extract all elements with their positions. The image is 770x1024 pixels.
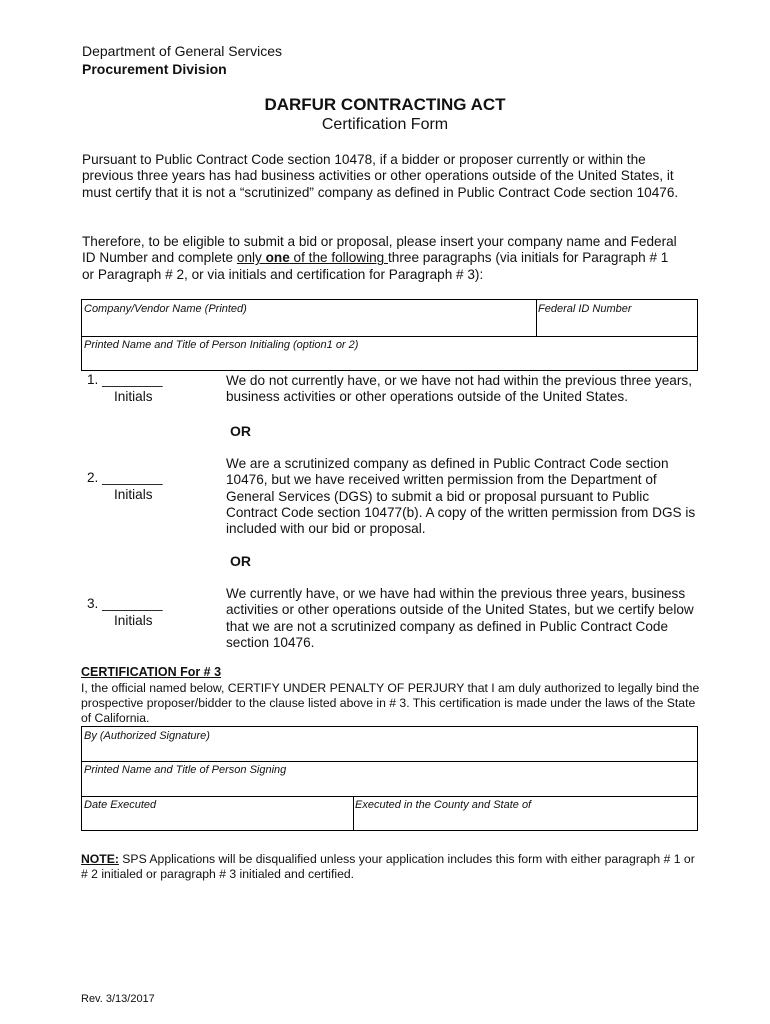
instructions-paragraph [82,234,682,283]
option-3-initials-label: Initials [114,613,153,628]
option-1-initials-line[interactable]: 1. ________ [87,372,163,387]
company-info-table [81,299,698,371]
instructions-one: one [265,250,290,266]
federal-id-field[interactable] [536,300,697,336]
instructions-text-before: Therefore, to be eligible to submit a bid or proposal, please insert your company name and Federal ID Number and complete [82,234,677,266]
date-executed-label: Date Executed [84,799,157,811]
or-separator-1: OR [230,423,251,439]
form-title: DARFUR CONTRACTING ACT [264,95,506,114]
instructions-only [237,250,388,265]
date-executed-field[interactable] [82,796,353,830]
option-2-text: We are a scrutinized company as defined in Public Contract Code section 10476, but we have received written permission from the Department of General Services (DGS) to submit a bid or proposal pursuant to Public Contract Code section 10477(b). A copy of the written permission from DGS is included with our bid or proposal. [226,456,696,537]
printed-name-signing-label: Printed Name and Title of Person Signing [84,764,287,776]
printed-name-signing-field[interactable] [82,761,697,796]
option-1-initials-label: Initials [114,389,153,404]
county-state-field[interactable] [353,796,697,830]
option-2-initials-line[interactable]: 2. ________ [87,470,163,485]
instructions-text-after: three paragraphs (via initials for Paragraph # 1 or Paragraph # 2, or via initials and certification for Paragraph # 3): [82,250,669,282]
certification-text: I, the official named below, CERTIFY UNDER PENALTY OF PERJURY that I am duly authorized to legally bind the prospective proposer/bidder to the clause listed above in # 3. This certification is made under the laws of the State of California. [81,681,700,725]
authorized-signature-field[interactable] [82,727,697,761]
note-paragraph [81,852,701,882]
form-subtitle: Certification Form [321,116,449,133]
federal-id-label: Federal ID Number [538,303,632,315]
company-name-label: Company/Vendor Name (Printed) [84,303,247,315]
option-1-text: We do not currently have, or we have not had within the previous three years, business activities or other operations outside of the United States. [226,373,692,405]
option-2-initials-label: Initials [114,487,153,502]
intro-paragraph: Pursuant to Public Contract Code section 10478, if a bidder or proposer currently or within the previous three years has had business activities or other operations outside of the United States, it must certify that it is not a “scrutinized” company as defined in Public Contract Code section 10476. [82,152,679,200]
certification-table [81,726,698,831]
note-text: SPS Applications will be disqualified unless your application includes this form with either paragraph # 1 or # 2 initialed or paragraph # 3 initialed and certified. [81,852,695,881]
or-separator-2: OR [230,553,251,569]
option-3-initials-line[interactable]: 3. ________ [87,596,163,611]
option-3-text: We currently have, or we have had within the previous three years, business activities or other operations outside of the United States, but we certify below that we are not a scrutinized company as defined in Public Contract Code section 10476. [226,586,694,650]
instructions-only-text: only [236,250,266,266]
company-name-field[interactable] [82,300,536,336]
printed-name-initialing-field[interactable] [82,336,697,370]
division-name: Procurement Division [82,61,227,77]
county-state-label: Executed in the County and State of [355,799,532,811]
certification-heading: CERTIFICATION For # 3 [81,665,222,679]
department-name: Department of General Services [82,43,282,59]
authorized-signature-label: By (Authorized Signature) [84,730,210,742]
instructions-following: of the following [289,250,389,266]
printed-name-initialing-label: Printed Name and Title of Person Initialing (option1 or 2) [84,339,359,351]
revision-date: Rev. 3/13/2017 [81,993,155,1005]
note-label: NOTE: [81,852,119,866]
